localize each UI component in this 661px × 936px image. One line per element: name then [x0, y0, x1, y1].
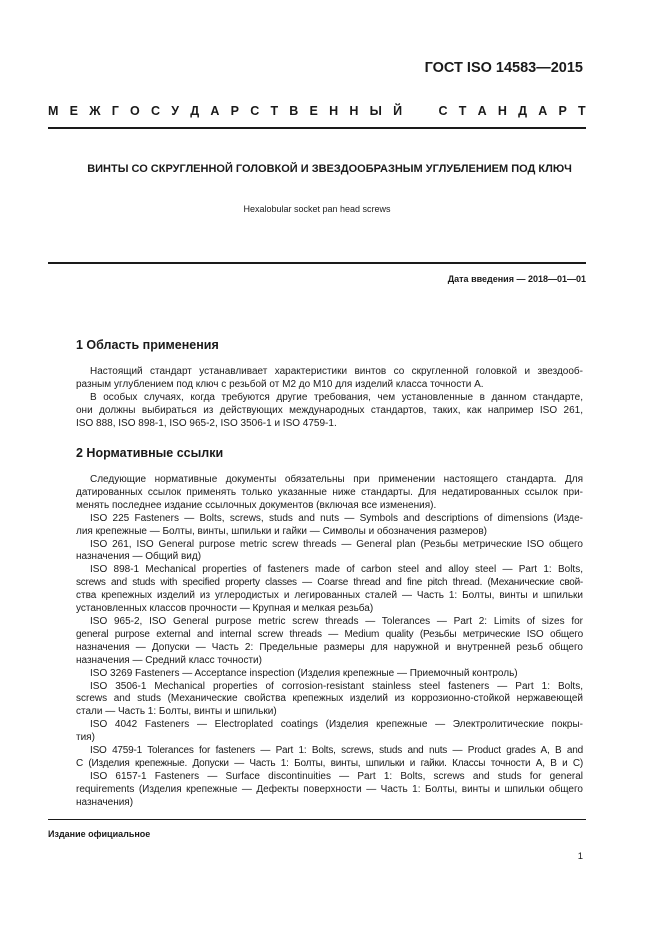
banner-letter: В	[289, 104, 299, 118]
reference-line: ISO 261, ISO General purpose metric screw threads — General plan (Резьбы метрические ISO общего	[90, 538, 583, 550]
top-divider	[48, 127, 586, 129]
banner-letter: Н	[329, 104, 339, 118]
banner-letter: Ы	[369, 104, 382, 118]
effective-date: Дата введения — 2018—01—01	[447, 274, 586, 284]
banner-letter: Е	[309, 104, 318, 118]
banner-letter: О	[130, 104, 140, 118]
section-scope-body	[76, 366, 583, 431]
document-title: ВИНТЫ СО СКРУГЛЕННОЙ ГОЛОВКОЙ И ЗВЕЗДООБРАЗНЫМ УГЛУБЛЕНИЕМ ПОД КЛЮЧ	[87, 163, 572, 175]
banner-letter: Д	[518, 104, 528, 118]
banner-letter: Г	[111, 104, 119, 118]
footer-divider	[48, 819, 586, 820]
banner-letter: А	[538, 104, 548, 118]
text-line: разным углублением под ключ с резьбой от М2 до М10 для изделий класса точности А.	[76, 378, 484, 390]
banner-letter: Т	[458, 104, 467, 118]
reference-line: назначения — Средний класс точности)	[76, 654, 262, 666]
section-heading-references: 2 Нормативные ссылки	[76, 446, 224, 460]
text-line: они должны выбираться из действующих международных стандартов, таких, как например ISO 261,	[76, 404, 583, 416]
banner-letter: С	[438, 104, 448, 118]
text-line: В особых случаях, когда требуются другие требования, чем установленные в данном стандарте,	[90, 391, 583, 403]
reference-line: general purpose external and internal screw threads — Medium quality (Резьбы метрические ISO общего	[76, 628, 583, 640]
banner-letter: Т	[578, 104, 586, 118]
banner-letter: Н	[349, 104, 359, 118]
official-edition-label: Издание официальное	[48, 829, 151, 839]
reference-line: ISO 6157-1 Fasteners — Surface discontinuities — Part 1: Bolts, screws and studs for general	[90, 770, 583, 782]
reference-line: ства крепежных изделий из углеродистых и легированных сталей — Часть 1: Болты, винты и шпильки	[76, 590, 583, 602]
banner-letter: А	[210, 104, 220, 118]
section-references-body	[76, 474, 583, 810]
standard-code: ГОСТ ISO 14583—2015	[424, 60, 583, 76]
reference-line: ISO 965-2, ISO General purpose metric screw threads — Tolerances — Part 2: Limits of sizes for	[90, 615, 583, 627]
banner-letter: У	[171, 104, 180, 118]
banner-letter: А	[477, 104, 487, 118]
banner-letter: Р	[558, 104, 567, 118]
banner-letter: Р	[230, 104, 239, 118]
page-number: 1	[577, 851, 583, 862]
banner-letter: Ж	[89, 104, 101, 118]
section-heading-scope: 1 Область применения	[76, 338, 219, 352]
reference-line: стали — Часть 1: Болты, винты и шпильки)	[76, 706, 277, 718]
reference-line: ISO 3269 Fasteners — Acceptance inspection (Изделия крепежные — Приемочный контроль)	[90, 667, 518, 679]
reference-line: ISO 3506-1 Mechanical properties of corrosion-resistant stainless steel fasteners — Part 1: Bolts,	[90, 680, 583, 692]
banner-gap	[413, 104, 427, 118]
reference-line: ISO 898-1 Mechanical properties of fasteners made of carbon steel and alloy steel — Part 1: Bolts,	[90, 564, 583, 576]
banner-letter: Н	[497, 104, 507, 118]
banner-letter: Й	[393, 104, 403, 118]
reference-line: C (Изделия крепежные. Допуски — Часть 1: Болты, винты, шпильки и гайки. Классы точности A, B и C)	[76, 757, 583, 769]
reference-line: screws and studs (Механические свойства крепежных изделий из коррозионно-стойкой нержавеющей	[76, 693, 583, 705]
banner-letter: Т	[270, 104, 279, 118]
reference-line: назначения — Общий вид)	[76, 551, 202, 563]
banner-letter: Е	[69, 104, 78, 118]
reference-line: назначения — Допуски — Часть 2: Предельные размеры для наружной и внутренней резьб общего	[76, 641, 583, 653]
text-line: менять последнее издание ссылочных документов (включая все изменения).	[76, 499, 437, 511]
reference-line: screws and studs with specified property classes — Coarse thread and fine pitch thread. (Механические свой-	[76, 577, 583, 589]
banner-letter: М	[48, 104, 59, 118]
reference-line: requirements (Изделия крепежные — Дефекты поверхности — Часть 1: Болты, винты и шпильки общего	[76, 783, 583, 795]
reference-line: установленных классов прочности — Крупная и мелкая резьба)	[76, 603, 374, 615]
reference-line: лия крепежные — Болты, винты, шпильки и гайки — Символы и обозначения размеров)	[76, 525, 488, 537]
reference-line: назначения)	[76, 796, 134, 808]
text-line: Настоящий стандарт устанавливает характеристики винтов со скругленной головкой и звездооб-	[90, 366, 583, 377]
text-line: датированных ссылок применять только указанные ниже стандарты. Для недатированных ссылок при-	[76, 486, 583, 498]
document-subtitle: Hexalobular socket pan head screws	[243, 204, 391, 214]
reference-line: ISO 225 Fasteners — Bolts, screws, studs and nuts — Symbols and descriptions of dimensions (Изде-	[90, 512, 583, 524]
text-line: Следующие нормативные документы обязательны при применении настоящего стандарта. Для	[90, 474, 583, 485]
banner-letter: С	[151, 104, 161, 118]
banner-letter: Д	[190, 104, 200, 118]
reference-line: тия)	[76, 732, 95, 744]
title-divider	[48, 262, 586, 264]
banner-letter: С	[250, 104, 260, 118]
reference-line: ISO 4759-1 Tolerances for fasteners — Part 1: Bolts, screws, studs and nuts — Product grades A, B and	[90, 745, 583, 757]
reference-line: ISO 4042 Fasteners — Electroplated coatings (Изделия крепежные — Электролитические покры-	[90, 719, 583, 731]
text-line: ISO 888, ISO 898-1, ISO 965-2, ISO 3506-1 и ISO 4759-1.	[76, 417, 337, 429]
interstate-standard-banner	[48, 104, 586, 118]
